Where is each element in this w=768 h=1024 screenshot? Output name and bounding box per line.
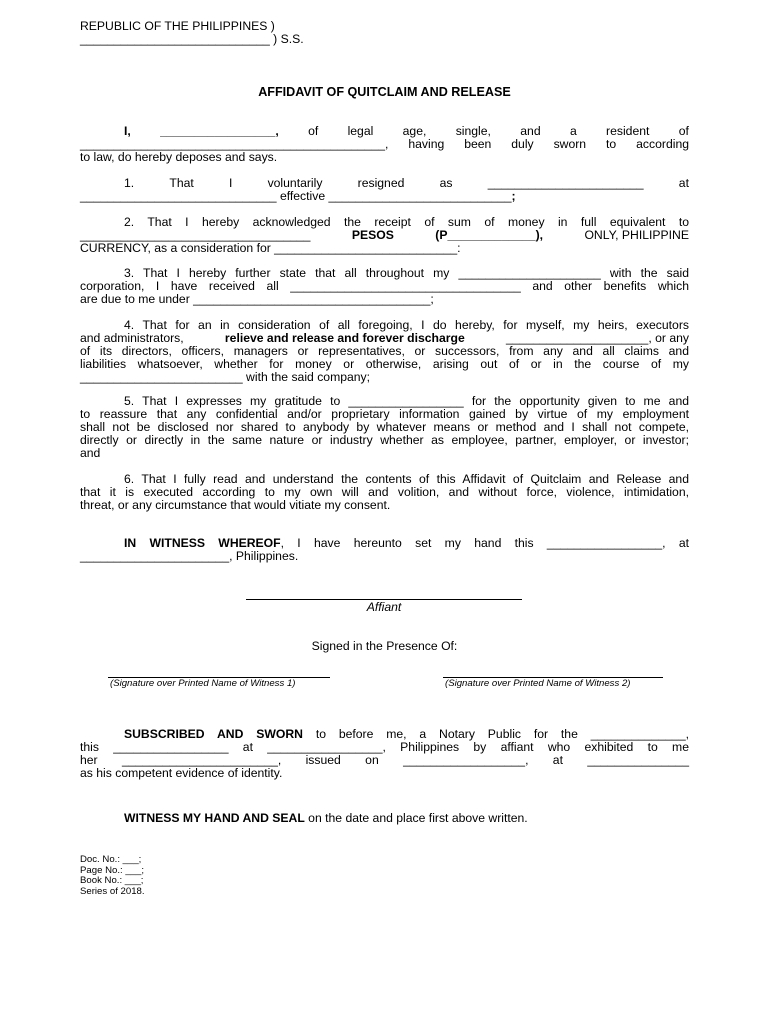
affiant-label: Affiant xyxy=(366,600,402,614)
p6-line: threat, or any circumstance that would vitiate my consent. xyxy=(80,498,391,512)
intro-word: resident xyxy=(606,124,650,138)
release-clause: relieve and release and forever discharge xyxy=(224,331,465,345)
p6-line: that it is executed according to my own will and volition, and without force, violence, intimidation, xyxy=(80,485,689,499)
witness2-label: (Signature over Printed Name of Witness 2) xyxy=(445,678,631,689)
p3-line: corporation, I have received all __________________________________ and other benefits which xyxy=(80,279,689,293)
intro-line: _____________________________________________, having been duly sworn to according xyxy=(80,137,689,151)
intro-word: I, xyxy=(124,124,131,138)
p4-line: liabilities whatsoever, whether for money or otherwise, arising out of or in the course of my xyxy=(80,357,689,371)
p1-word: 1. xyxy=(124,176,135,190)
p4-text: and administrators, xyxy=(80,331,184,345)
witness1-label: (Signature over Printed Name of Witness 1) xyxy=(110,678,296,689)
p4-line: of its directors, officers, managers or representatives, or successors, from any and all claims and xyxy=(80,344,689,358)
doc-no: Doc. No.: ___; xyxy=(80,854,142,865)
p6-line: 6. That I fully read and understand the contents of this Affidavit of Quitclaim and Release and xyxy=(124,472,689,486)
jurat-paragraph xyxy=(80,728,689,780)
p4-line: ________________________ with the said company; xyxy=(80,370,371,384)
amount-figure-blank: (P_____________), xyxy=(435,228,544,242)
paragraph-6 xyxy=(80,473,689,512)
position-blank: _______________________ xyxy=(487,176,644,190)
p2-line: 2. That I hereby acknowledged the receipt of sum of money in full equivalent to xyxy=(124,215,689,229)
p1-word: voluntarily xyxy=(267,176,323,190)
p2-currency: ONLY, PHILIPPINE xyxy=(584,228,689,242)
jurat-line: as his competent evidence of identity. xyxy=(80,766,283,780)
seal-heading: WITNESS MY HAND AND SEAL xyxy=(124,811,305,825)
seal-line xyxy=(124,812,528,825)
intro-word: age, xyxy=(402,124,427,138)
p1-semicolon: ; xyxy=(511,189,516,203)
company-effective-blank: _____________________________ effective ___________________________ xyxy=(80,189,512,203)
company-blank: _____________________, or any xyxy=(506,331,689,345)
jurat-line: to before me, a Notary Public for the ______________, xyxy=(302,727,690,741)
p5-line: and xyxy=(80,446,101,460)
p1-word: I xyxy=(228,176,233,190)
intro-paragraph xyxy=(80,125,689,164)
paragraph-5 xyxy=(80,395,689,460)
name-blank: _________________, xyxy=(160,124,279,138)
amount-words-blank: __________________________________ xyxy=(80,228,311,242)
presence-label: Signed in the Presence Of: xyxy=(311,639,458,653)
intro-word: of xyxy=(308,124,319,138)
p1-word: That xyxy=(169,176,194,190)
intro-word: single, xyxy=(455,124,491,138)
p5-line: shall not be disclosed nor shared to anybody by whatever means or method and I shall not compete, xyxy=(80,420,689,434)
intro-word: legal xyxy=(347,124,374,138)
paragraph-3 xyxy=(80,267,689,306)
intro-line: to law, do hereby deposes and says. xyxy=(80,150,278,164)
paragraph-1 xyxy=(80,177,689,203)
witness-whereof-heading: IN WITNESS WHEREOF xyxy=(124,536,281,550)
document-title: AFFIDAVIT OF QUITCLAIM AND RELEASE xyxy=(258,85,511,99)
p1-word: as xyxy=(439,176,453,190)
p5-line: to reassure that any confidential and/or proprietary information gained by virtue of my employment xyxy=(80,407,689,421)
p5-line: 5. That I expresses my gratitude to _________________ for the opportunity given to me and xyxy=(124,394,689,408)
ss-line: ____________________________ ) S.S. xyxy=(80,32,304,46)
page-no: Page No.: ___; xyxy=(80,864,145,876)
p1-word: resigned xyxy=(357,176,405,190)
jurat-line: her _______________________, issued on __________________, at _______________ xyxy=(80,753,689,767)
witness-line: , I have hereunto set my hand this _________________, at xyxy=(280,536,689,550)
subscribed-heading: SUBSCRIBED AND SWORN xyxy=(124,727,303,741)
intro-word: a xyxy=(569,124,577,138)
p5-line: directly or directly in the same nature or industry whether as employee, partner, employer, or investor; xyxy=(80,433,689,447)
paragraph-4 xyxy=(80,319,689,384)
p4-line: 4. That for an in consideration of all foregoing, I do hereby, for myself, my heirs, executors xyxy=(124,318,689,332)
book-no: Book No.: ___; xyxy=(80,875,144,886)
witness-whereof xyxy=(80,537,689,563)
series-year: Series of 2018. xyxy=(80,885,145,897)
paragraph-2 xyxy=(80,216,689,255)
p3-line: are due to me under ___________________________________; xyxy=(80,292,434,306)
intro-word: of xyxy=(678,124,689,138)
jurat-line: this _________________ at _________________, Philippines by affiant who exhibited to me xyxy=(80,740,689,754)
seal-text: on the date and place first above written. xyxy=(304,811,528,825)
witness-line: ______________________, Philippines. xyxy=(80,549,299,563)
intro-word: and xyxy=(520,124,541,138)
pesos-label: PESOS xyxy=(351,228,394,242)
notarial-register xyxy=(80,855,145,897)
venue-header xyxy=(80,20,304,46)
p2-line: CURRENCY, as a consideration for ___________________________: xyxy=(80,241,461,255)
p3-line: 3. That I hereby further state that all throughout my _____________________ with the said xyxy=(124,266,689,280)
republic-line: REPUBLIC OF THE PHILIPPINES ) xyxy=(80,19,275,33)
p1-word: at xyxy=(678,176,689,190)
